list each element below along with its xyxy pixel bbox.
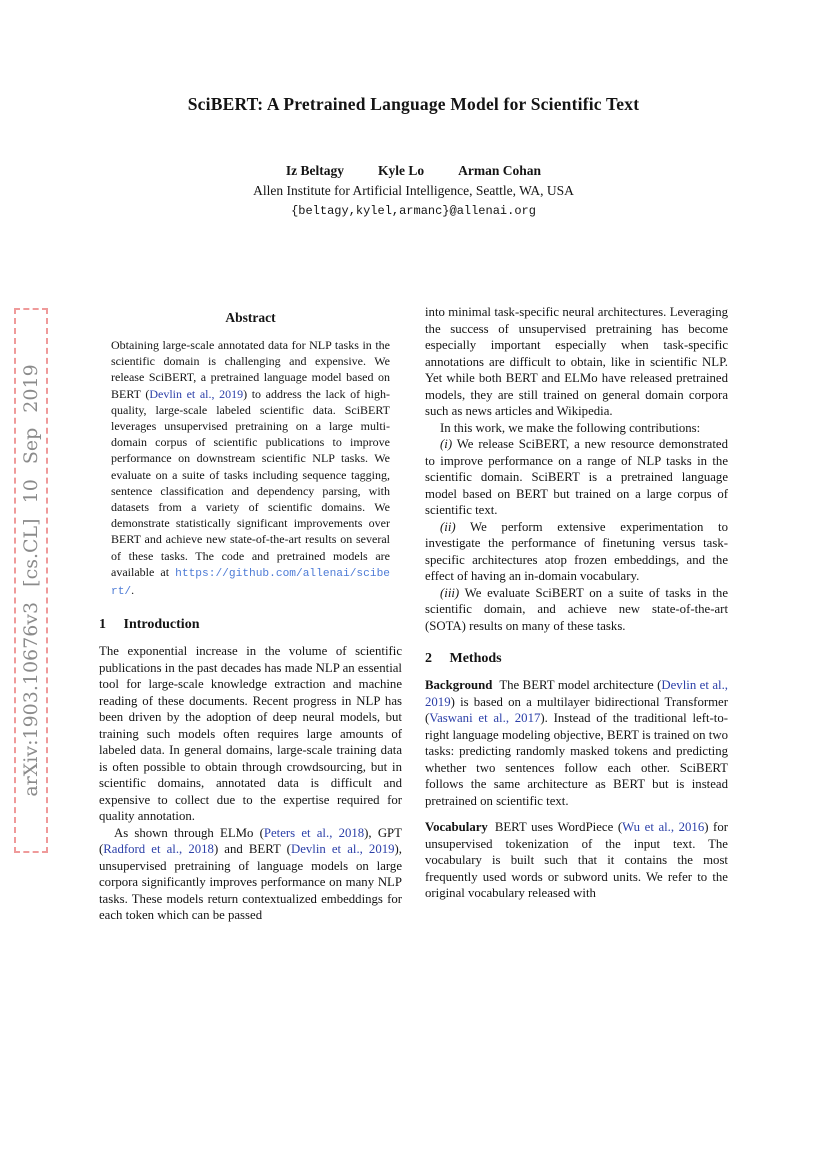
citation-link[interactable]: Peters et al., 2018 <box>263 825 365 840</box>
paper-title: SciBERT: A Pretrained Language Model for Scientific Text <box>187 94 640 114</box>
paragraph-background <box>425 677 728 809</box>
text-segment: ) and BERT ( <box>213 842 291 857</box>
text-segment: Vocabulary <box>425 820 488 834</box>
email-address: {beltagy,kylel,armanc}@allenai.org <box>291 204 536 218</box>
citation-link[interactable]: Radford et al., 2018 <box>103 842 214 857</box>
text-segment: (ii) <box>440 519 456 534</box>
contribution-paragraph <box>425 585 728 635</box>
arxiv-watermark <box>14 308 48 853</box>
external-link[interactable]: https://github.com/allenai/scibert/ <box>111 567 390 599</box>
text-segment: ), unsupervised pretraining of language models on large corpora significantly improves performance on many NLP tasks. These models return contextualized embeddings for each token which can be passed <box>99 842 402 923</box>
text-segment: As shown through ELMo ( <box>114 825 264 840</box>
abstract-heading: Abstract <box>225 310 276 325</box>
arxiv-watermark-text: arXiv:1903.10676v3 [cs.CL] 10 Sep 2019 <box>20 364 42 797</box>
text-segment: We perform extensive experimentation to investigate the performance of finetuning versus task-specific architectures atop frozen embeddings, and the effect of having an in-domain vocabulary. <box>425 519 728 583</box>
right-column <box>425 304 728 902</box>
text-segment: . <box>131 583 135 598</box>
text-segment: ). Instead of the traditional left-to-right language modeling objective, BERT is trained on two tasks: predicting randomly masked tokens and predicting whether two sentences follow each other. SciBERT follows the same architecture as BERT but is instead pretrained on scientific text. <box>425 711 729 808</box>
text-segment: ) is based on a multilayer bidirectional Transformer ( <box>425 694 728 725</box>
section-number: 1 <box>99 617 106 633</box>
text-segment: In this work, we make the following contributions: <box>440 420 701 435</box>
citation-link[interactable]: Devlin et al., 2019 <box>290 842 395 857</box>
text-segment: The exponential increase in the volume of scientific publications in the past decades has made NLP an essential tool for large-scale knowledge extraction and machine reading of these documents. Recent progress in NLP has been driven by the adoption of deep neural models, but training such models often requires large amounts of labeled data. In general domains, large-scale training data is often possible to obtain through crowdsourcing, but in scientific domains, annotated data is difficult and expensive to collect due to the expertise required for quality annotation. <box>99 644 402 824</box>
paragraph <box>425 304 728 420</box>
text-segment: (iii) <box>440 585 460 600</box>
citation-link[interactable]: Devlin et al., 2019 <box>149 386 244 401</box>
contribution-paragraph <box>425 519 728 585</box>
section-heading-introduction <box>99 617 402 633</box>
affiliation: Allen Institute for Artificial Intelligence, Seattle, WA, USA <box>253 183 574 198</box>
paragraph <box>99 643 402 825</box>
text-segment: (i) <box>440 437 453 451</box>
author-list <box>0 163 827 179</box>
paper-header <box>0 94 827 218</box>
text-segment: Obtaining large-scale annotated data for NLP tasks in the scientific domain is challenging and expensive. We release SciBERT, a pretrained language model based on BERT ( <box>111 338 390 401</box>
paragraph <box>99 825 402 924</box>
citation-link[interactable]: Wu et al., 2016 <box>622 820 705 834</box>
author-name: Kyle Lo <box>378 163 425 178</box>
section-title: Introduction <box>123 617 200 633</box>
author-name: Arman Cohan <box>458 163 542 178</box>
text-segment: ), GPT ( <box>99 825 402 857</box>
text-segment: into minimal task-specific neural architectures. Leveraging the success of unsupervised pretraining has become especially important especially when task-specific annotations are difficult to obtain, like in scientific NLP. Yet while both BERT and ELMo have released pretrained models, they are still trained on general domain corpora such as news articles and Wikipedia. <box>425 305 728 418</box>
abstract-paragraph <box>111 337 390 600</box>
contribution-paragraph <box>425 436 728 519</box>
author-name: Iz Beltagy <box>285 163 345 178</box>
text-segment: The BERT model architecture ( <box>499 678 662 692</box>
text-segment: ) for unsupervised tokenization of the input text. The vocabulary is built such that it contains the most frequently used words or subword units. We refer to the original vocabulary released with <box>425 820 728 900</box>
citation-link[interactable]: Devlin et al., 2019 <box>425 678 728 709</box>
paragraph-vocabulary <box>425 819 728 902</box>
text-segment: We evaluate SciBERT on a suite of tasks in the scientific domain, and achieve new state-of-the-art (SOTA) results on many of these tasks. <box>425 585 728 633</box>
text-segment: Background <box>425 678 493 692</box>
text-segment: BERT uses WordPiece ( <box>494 820 623 834</box>
section-number: 2 <box>425 651 432 666</box>
section-heading-methods <box>425 651 728 667</box>
citation-link[interactable]: Vaswani et al., 2017 <box>429 711 541 725</box>
left-column <box>99 304 402 924</box>
section-title: Methods <box>449 651 502 666</box>
text-segment: ) to address the lack of high-quality, large-scale labeled scientific data. SciBERT leverages unsupervised pretraining on a large multi-domain corpus of scientific publications to improve performance on downstream scientific NLP tasks. We evaluate on a suite of tasks including sequence tagging, sentence classification and dependency parsing, with datasets from a variety of scientific domains. We demonstrate statistically significant improvements over BERT and achieve new state-of-the-art results on several of these tasks. The code and pretrained models are available at <box>111 386 390 579</box>
text-segment: We release SciBERT, a new resource demonstrated to improve performance on a range of NLP tasks in the scientific domain. SciBERT is a pretrained language model based on BERT but trained on a large corpus of scientific text. <box>425 437 728 517</box>
paragraph <box>425 420 728 437</box>
